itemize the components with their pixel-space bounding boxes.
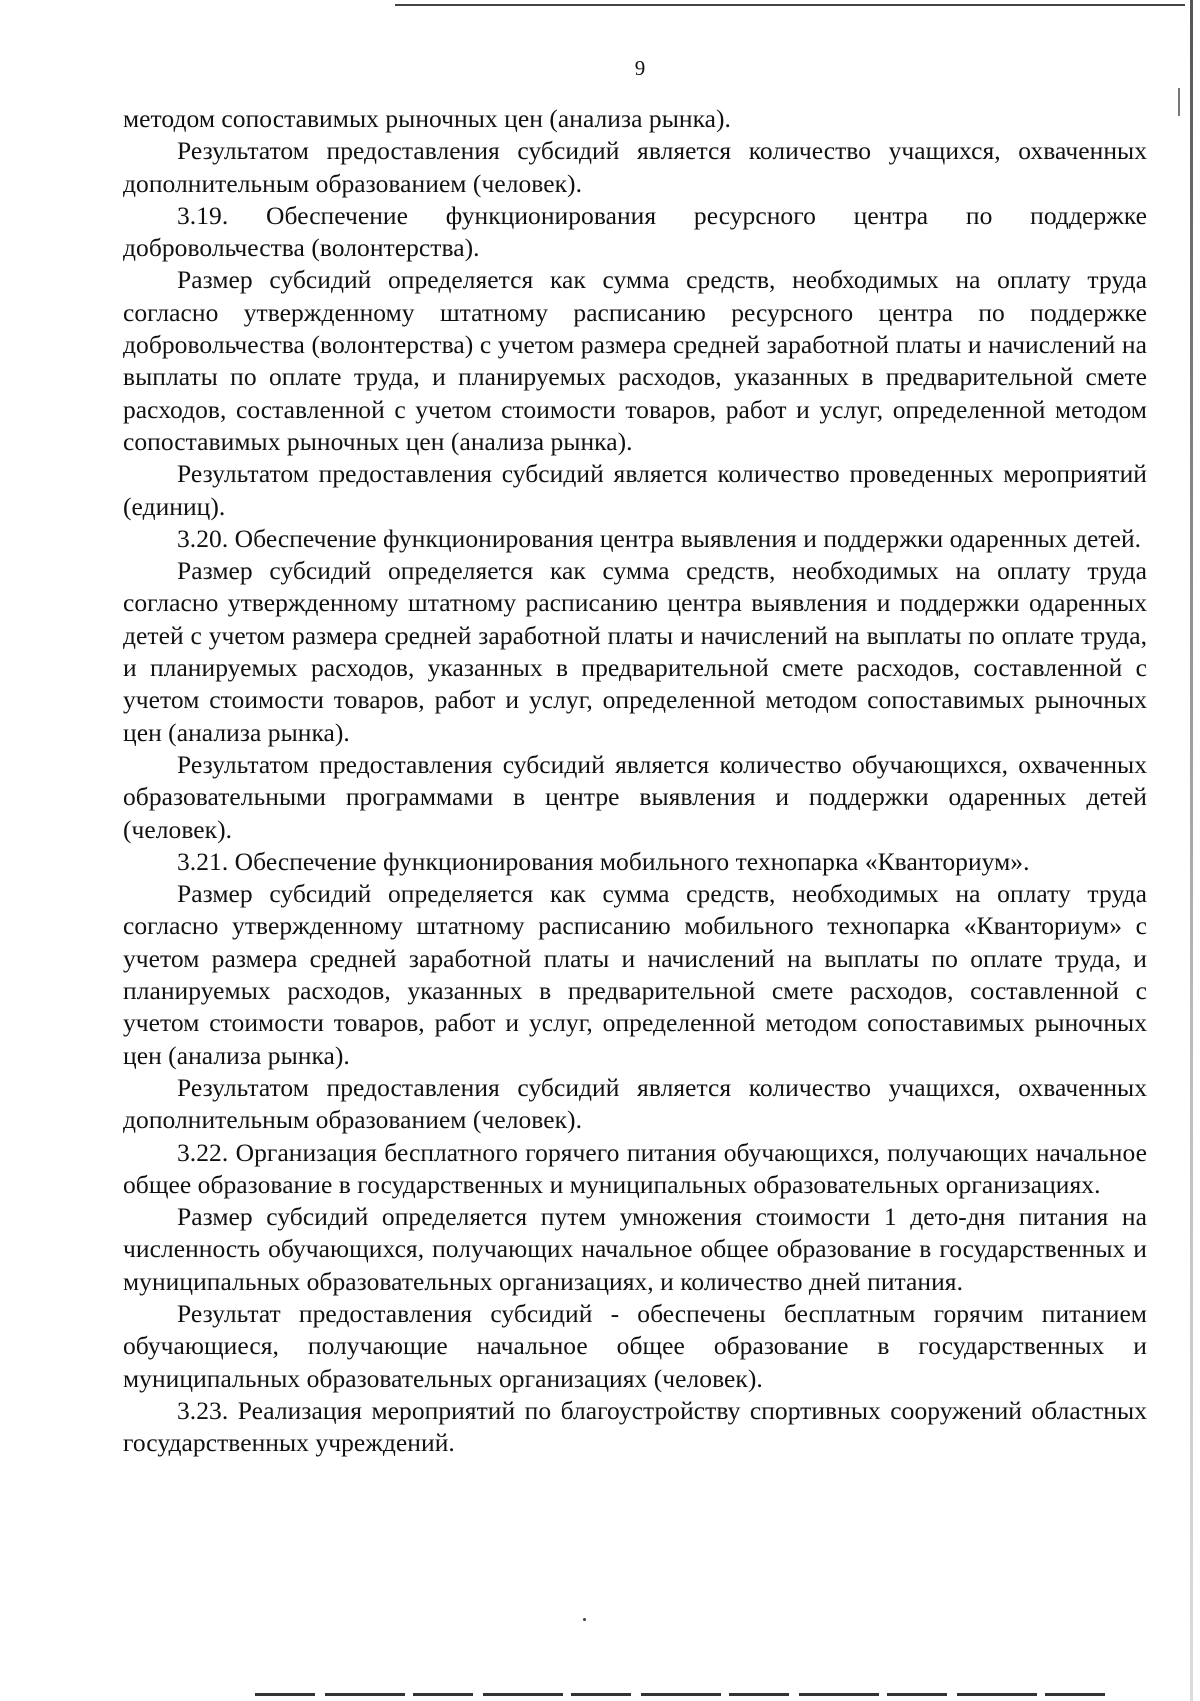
scan-speck xyxy=(583,1618,586,1621)
document-body xyxy=(123,103,1147,1459)
paragraph-item-3-19: 3.19. Обеспечение функционирования ресурсного центра по поддержке добровольчества (волонтерства). xyxy=(123,200,1147,263)
paragraph-item-3-21: 3.21. Обеспечение функционирования мобильного технопарка «Кванториум». xyxy=(177,846,1030,876)
scan-border-right xyxy=(1190,0,1193,1701)
paragraph-result: Результат предоставления субсидий - обеспечены бесплатным горячим питанием обучающиеся, получающие начальное общее образование в государственных и муниципальных образовательных организациях (человек). xyxy=(123,1298,1147,1393)
paragraph-result: Результатом предоставления субсидий является количество обучающихся, охваченных образовательными программами в центре выявления и поддержки одаренных детей (человек). xyxy=(123,749,1147,844)
paragraph-item-3-20: 3.20. Обеспечение функционирования центра выявления и поддержки одаренных детей. xyxy=(177,523,1142,553)
scan-mark xyxy=(1178,88,1180,116)
scan-border-top xyxy=(395,4,1185,6)
paragraph-subsidy-size: Размер субсидий определяется как сумма средств, необходимых на оплату труда согласно утвержденному штатному расписанию ресурсного центра по поддержке добровольчества (волонтерства) с учетом размера средней заработной платы и начислений на выплаты по оплате труда, и планируемых расходов, указанных в предварительной смете расходов, составленной с учетом стоимости товаров, работ и услуг, определенной методом сопоставимых рыночных цен (анализа рынка). xyxy=(123,265,1147,456)
paragraph-result: Результатом предоставления субсидий является количество учащихся, охваченных дополнительным образованием (человек). xyxy=(123,1072,1147,1135)
scan-border-bottom xyxy=(255,1693,1115,1696)
paragraph-item-3-23: 3.23. Реализация мероприятий по благоустройству спортивных сооружений областных государственных учреждений. xyxy=(123,1395,1147,1458)
paragraph-subsidy-size: Размер субсидий определяется как сумма средств, необходимых на оплату труда согласно утвержденному штатному расписанию центра выявления и поддержки одаренных детей с учетом размера средней заработной платы и начислений на выплаты по оплате труда, и планируемых расходов, указанных в предварительной смете расходов, составленной с учетом стоимости товаров, работ и услуг, определенной методом сопоставимых рыночных цен (анализа рынка). xyxy=(123,556,1147,747)
paragraph-item-3-22: 3.22. Организация бесплатного горячего питания обучающихся, получающих начальное общее образование в государственных и муниципальных образовательных организациях. xyxy=(123,1137,1147,1199)
paragraph-result: Результатом предоставления субсидий является количество учащихся, охваченных дополнительным образованием (человек). xyxy=(123,136,1147,198)
paragraph-subsidy-size: Размер субсидий определяется путем умножения стоимости 1 дето-дня питания на численность обучающихся, получающих начальное общее образование в государственных и муниципальных образовательных организациях, и количество дней питания. xyxy=(123,1202,1147,1296)
page-number: 9 xyxy=(634,56,646,80)
paragraph-continuation: методом сопоставимых рыночных цен (анализа рынка). xyxy=(123,104,731,133)
paragraph-subsidy-size: Размер субсидий определяется как сумма средств, необходимых на оплату труда согласно утвержденному штатному расписанию мобильного технопарка «Кванториум» с учетом размера средней заработной платы и начислений на выплаты по оплате труда, и планируемых расходов, указанных в предварительной смете расходов, составленной с учетом стоимости товаров, работ и услуг, определенной методом сопоставимых рыночных цен (анализа рынка). xyxy=(123,879,1147,1070)
paragraph-result: Результатом предоставления субсидий является количество проведенных мероприятий (единиц). xyxy=(123,459,1147,521)
